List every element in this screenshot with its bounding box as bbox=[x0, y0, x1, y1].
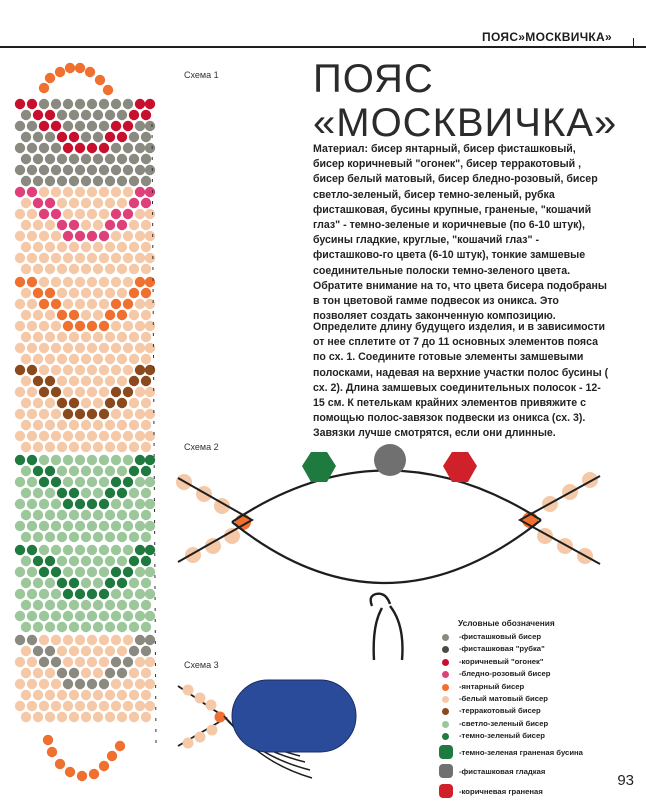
legend-swatch bbox=[442, 684, 449, 691]
gray-smooth-bead bbox=[374, 444, 406, 476]
legend-swatch bbox=[439, 784, 453, 798]
legend-label: -фисташковая "рубка" bbox=[459, 644, 545, 654]
right-amber-bead bbox=[522, 512, 538, 528]
title-line-1: ПОЯС bbox=[313, 57, 434, 101]
right-loop-beads bbox=[537, 472, 598, 564]
legend-label: -фисташковая гладкая bbox=[459, 767, 546, 777]
page-title bbox=[313, 57, 617, 145]
legend-label: -коричневая граненая bbox=[459, 786, 543, 796]
legend-label: -темно-зеленая граненая бусина bbox=[459, 747, 583, 757]
materials-paragraph: Материал: бисер янтарный, бисер фисташковый, бисер коричневый "огонек", бисер терракотовый , бисер белый матовый, бисер бледно-розовый, бисер светло-зеленый, бисер темно-зеленый, рубка фисташковая, бусины крупные, граненые, "кошачий глаз" - темно-зеленые и коричневые (по 6-10 штук), бусины гладкие, круглые, "кошачий глаз" - фисташково-го цвета (6-10 штук), тонкие замшевые соединительные полоски темно-зеленого цвета. Обратите внимание на то, что цвета бисера подобраны в тон цветовой гамме подвесок из оникса. Это позволяет создать законченную композицию. bbox=[313, 143, 607, 323]
green-faceted-bead bbox=[302, 452, 336, 482]
legend-swatch bbox=[442, 646, 449, 653]
legend-label: -темно-зеленый бисер bbox=[459, 731, 545, 741]
scheme-3-caption: Схема 3 bbox=[184, 660, 219, 670]
legend-label: -терракотовый бисер bbox=[459, 706, 541, 716]
legend-swatch bbox=[439, 764, 453, 778]
legend-swatch bbox=[442, 733, 449, 740]
page-number: 93 bbox=[617, 772, 634, 789]
legend-swatch bbox=[442, 671, 449, 678]
legend-label: -фисташковый бисер bbox=[459, 632, 542, 641]
left-amber-bead bbox=[235, 514, 251, 530]
legend-label: -янтарный бисер bbox=[459, 681, 525, 691]
legend-swatch bbox=[442, 708, 449, 715]
blue-onyx-pendant bbox=[232, 680, 356, 752]
legend-swatch bbox=[442, 696, 449, 703]
legend-swatch bbox=[442, 659, 449, 666]
legend-label: -белый матовый бисер bbox=[459, 693, 548, 703]
instructions-paragraph: Определите длину будущего изделия, и в зависимости от нее сплетите от 7 до 11 основных элементов пояса по сх. 1. Соедините готовые элементы замшевыми полосками, надевая на верхние участки полос бусины ( сх. 2). Длина замшевых соединительных полосок - 12-15 см. К петелькам крайних элементов привяжите с помощью полос-завязок подвески из оникса (сх. 3). Завязки лучше смотрятся, если они длинные. bbox=[313, 321, 609, 440]
legend-label: -коричневый "огонек" bbox=[459, 656, 544, 666]
legend-label: -бледно-розовый бисер bbox=[459, 669, 551, 679]
legend-swatch bbox=[442, 721, 449, 728]
running-header: ПОЯС»МОСКВИЧКА» bbox=[482, 30, 612, 44]
legend-swatch bbox=[439, 745, 453, 759]
scheme-1-caption: Схема 1 bbox=[184, 70, 219, 80]
legend-label: -светло-зеленый бисер bbox=[459, 718, 549, 728]
title-line-2: «МОСКВИЧКА» bbox=[313, 101, 618, 145]
red-faceted-bead bbox=[443, 452, 477, 482]
scheme-1-diagram bbox=[0, 0, 200, 800]
legend-title: Условные обозначения bbox=[458, 618, 555, 628]
legend-swatch bbox=[442, 634, 449, 641]
scheme-2-caption: Схема 2 bbox=[184, 442, 219, 452]
